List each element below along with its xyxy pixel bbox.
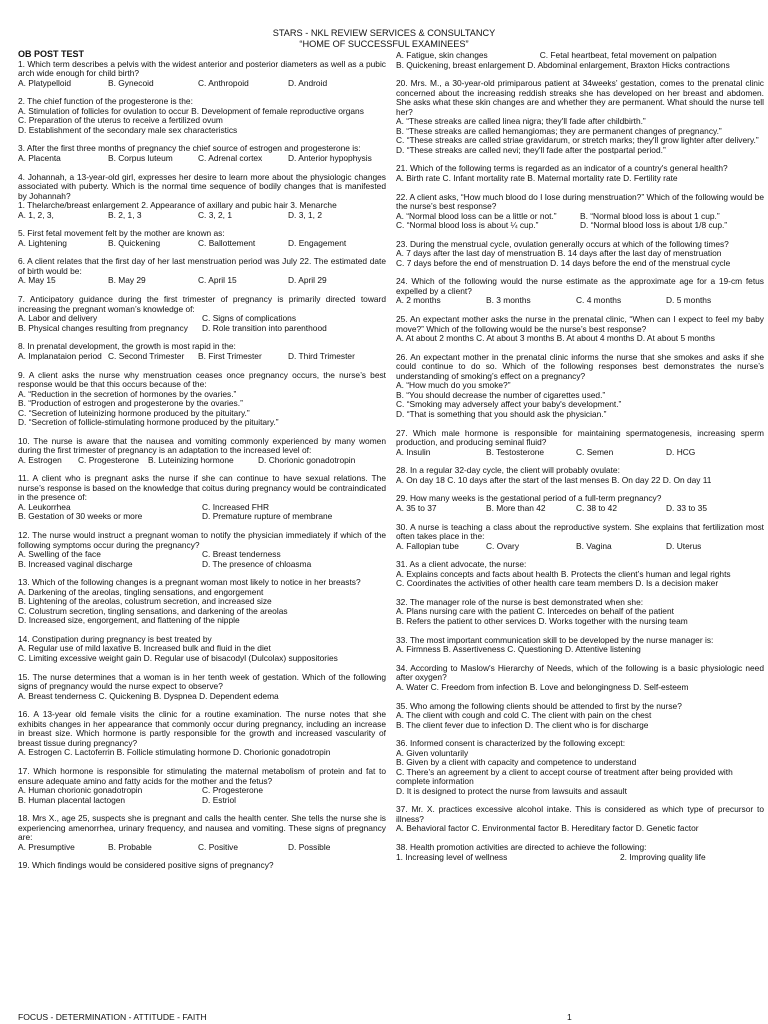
question-stem: 37. Mr. X. practices excessive alcohol intake. This is considered as which type of precursor to illness? (396, 804, 764, 824)
question-37 (396, 805, 764, 834)
option-line-2: B. Refers the patient to other services D. Works together with the nursing team (396, 615, 688, 626)
option-c: C. There’s an agreement by a client to accept course of treatment after being provided with complete information (396, 766, 733, 787)
option-a: A. Human chorionic gonadotropin (18, 785, 143, 795)
option-b: B. Development of female reproductive organs (191, 105, 364, 116)
options (18, 79, 386, 89)
sequence-items: 1. Thelarche/breast enlargement 2. Appearance of axillary and pubic hair 3. Menarche (18, 200, 337, 211)
option-c: C. Colustrum secretion, tingling sensations, and darkening of the areolas (18, 605, 288, 616)
option-b: B. “Production of estrogen and progesterone by the ovaries.” (18, 398, 243, 408)
question-stem: 34. According to Maslow's Hierarchy of Needs, which of the following is a basic physiologic need after oxygen? (396, 662, 764, 683)
question-19-continued (396, 51, 764, 70)
question-34 (396, 664, 764, 693)
option-c: C. “Normal blood loss is about ¼ cup.” (396, 220, 539, 231)
option-b: B. Given by a client with capacity and competence to understand (396, 757, 637, 768)
option-c: C. Progesterone (78, 454, 139, 465)
options (18, 352, 386, 362)
option-d: D. April 29 (288, 275, 327, 286)
option-b: B. “Normal blood loss is about 1 cup.” (580, 210, 720, 221)
options (18, 211, 386, 221)
option-d: D. 33 to 35 (666, 502, 707, 513)
question-stem: 25. An expectant mother asks the nurse in the prenatal clinic, “When can I expect to feel my baby move?” Which of the following would be the nurse’s best response? (396, 314, 764, 334)
option-a: A. 35 to 37 (396, 502, 437, 513)
option-line: A. On day 18 C. 10 days after the start of the last menses B. On day 22 D. On day 11 (396, 474, 712, 485)
options (396, 504, 764, 514)
question-stem: 5. First fetal movement felt by the mother are known as: (18, 228, 225, 239)
option-d: D. Anterior hypophysis (288, 152, 372, 163)
option-d: D. Establishment of the secondary male sex characteristics (18, 124, 238, 135)
option-c: C. Breast tenderness (202, 549, 281, 560)
option-c: C. Ballottement (198, 237, 256, 248)
option-c: C. Positive (198, 841, 239, 852)
option-b: B. “You should decrease the number of cigarettes used.” (396, 389, 606, 400)
option-c: C. Semen (576, 446, 614, 457)
option-b: B. Vagina (576, 540, 612, 551)
question-18 (18, 814, 386, 852)
option-a: A. Platypelloid (18, 77, 72, 88)
option-c: C. Second Trimester (108, 350, 185, 361)
option-a: A. Labor and delivery (18, 313, 98, 324)
question-5 (18, 229, 386, 248)
option-c: C. Fetal heartbeat, fetal movement on palpation (539, 50, 717, 60)
option-d: D. 3, 1, 2 (288, 209, 322, 220)
option-a: A. Fallopian tube (396, 540, 459, 551)
option-line: A. Breast tenderness C. Quickening B. Dyspnea D. Dependent edema (18, 690, 279, 701)
option-line-1: A. Regular use of mild laxative B. Increased bulk and fluid in the diet (18, 643, 271, 654)
option-a: A. 1, 2, 3, (18, 209, 54, 220)
option-d: D. Estriol (202, 794, 236, 805)
options (18, 276, 386, 286)
option-d: D. Increased size, engorgement, and flattening of the nipple (18, 615, 240, 626)
question-stem: 11. A client who is pregnant asks the nurse if she can continue to have sexual relations. The nurse’s response is based on the knowledge that coitus during pregnancy would be contraindicated in the presence of: (18, 473, 386, 503)
option-c: C. 3, 2, 1 (198, 209, 232, 220)
question-6 (18, 257, 386, 286)
option-c: C. Progesterone (202, 785, 263, 795)
document-header (0, 28, 768, 50)
option-c: C. Preparation of the uterus to receive a fertilized ovum (18, 115, 223, 126)
question-stem: 29. How many weeks is the gestational period of a full-term pregnancy? (396, 493, 662, 504)
option-b: B. Gestation of 30 weeks or more (18, 511, 143, 522)
question-26 (396, 353, 764, 420)
option-c: C. 4 months (576, 295, 622, 306)
question-13 (18, 578, 386, 626)
question-stem: 33. The most important communication skill to be developed by the nurse manager is: (396, 634, 714, 645)
option-b: B. First Trimester (198, 350, 262, 361)
question-38 (396, 843, 764, 862)
question-25 (396, 315, 764, 344)
option-c: C. Signs of complications (202, 313, 297, 324)
question-29 (396, 494, 764, 513)
option-c: C. “Smoking may adversely affect your baby's development.” (396, 399, 622, 410)
option-b: B. “These streaks are called hemangiomas; they are permanent changes of pregnancy.” (396, 125, 722, 136)
option-b: B. Corpus luteum (108, 152, 173, 163)
question-stem: 22. A client asks, “How much blood do I lose during menstruation?” Which of the following would be the nurse’s best response? (396, 191, 764, 212)
test-title: OB POST TEST (18, 49, 85, 59)
question-stem: 14. Constipation during pregnancy is best treated by (18, 633, 212, 644)
option-c: C. “Secretion of luteinizing hormone produced by the pituitary.” (18, 407, 250, 418)
option-line-2: B. The client fever due to infection D. The client who is for discharge (396, 719, 649, 730)
option-c: C. Ovary (486, 540, 520, 551)
header-line-1: STARS - NKL REVIEW SERVICES & CONSULTANCY (272, 28, 496, 38)
question-stem: 28. In a regular 32-day cycle, the client will probably ovulate: (396, 465, 620, 476)
option-c: C. 38 to 42 (576, 502, 617, 513)
options (18, 239, 386, 249)
option-b: B. Lightening of the areolas, colustrum secretion, and increased size (18, 596, 272, 607)
question-23 (396, 240, 764, 269)
option-line: B. Quickening, breast enlargement D. Abdominal enlargement, Braxton Hicks contractions (396, 59, 730, 70)
left-column (18, 50, 386, 880)
question-stem: 30. A nurse is teaching a class about the reproductive system. She explains that fertilization most often takes place in the: (396, 521, 764, 542)
question-28 (396, 466, 764, 485)
option-a: A. Presumptive (18, 841, 75, 852)
question-11 (18, 474, 386, 522)
question-stem: 36. Informed consent is characterized by the following except: (396, 738, 626, 749)
option-d: D. 5 months (666, 295, 712, 306)
option-d: D. Third Trimester (288, 350, 355, 361)
option-c: C. “These streaks are called striae gravidarum, or stretch marks; they'll grow lighter after delivery.” (396, 135, 759, 146)
option-line: A. Behavioral factor C. Environmental factor B. Hereditary factor D. Genetic factor (396, 823, 699, 834)
question-15 (18, 673, 386, 702)
option-b: B. 2, 1, 3 (108, 209, 142, 220)
option-b: B. Testosterone (486, 446, 545, 457)
question-4 (18, 173, 386, 221)
option-line-1: A. Plans nursing care with the patient C. Intercedes on behalf of the patient (396, 606, 674, 617)
option-a: A. Given voluntarily (396, 747, 469, 758)
option-line: A. Water C. Freedom from infection B. Love and belongingness D. Self-esteem (396, 681, 689, 692)
question-stem: 2. The chief function of the progesterone is the: (18, 96, 193, 107)
option-d: D. The presence of chloasma (202, 558, 312, 569)
question-stem: 9. A client asks the nurse why menstruation ceases once pregnancy occurs, the nurse’s best response would be that this occurs because of the: (18, 369, 386, 389)
option-line-1: A. Explains concepts and facts about health B. Protects the client’s human and legal rights (396, 568, 731, 579)
option-a: A. Leukorrhea (18, 501, 71, 512)
option-b: B. May 29 (108, 275, 146, 286)
footer-motto: FOCUS - DETERMINATION - ATTITUDE - FAITH (18, 1012, 207, 1022)
question-32 (396, 598, 764, 627)
option-a: A. Estrogen (18, 454, 62, 465)
option-c: C. April 15 (198, 275, 237, 286)
option-b: B. Physical changes resulting from pregnancy (18, 322, 188, 333)
question-16 (18, 710, 386, 758)
option-a: A. May 15 (18, 275, 56, 286)
option-c: C. Adrenal cortex (198, 152, 263, 163)
question-stem: 3. After the first three months of pregnancy the chief source of estrogen and progesterone is: (18, 143, 361, 154)
question-36 (396, 739, 764, 796)
options (18, 154, 386, 164)
question-9 (18, 371, 386, 428)
question-stem: 1. Which term describes a pelvis with the widest anterior and posterior diameters as well as a pubic arch wide enough for child birth? (18, 58, 386, 78)
option-b: B. More than 42 (486, 502, 546, 513)
question-stem: 27. Which male hormone is responsible for maintaining spermatogenesis, increasing sperm production, and producing seminal fluid? (396, 427, 764, 447)
option-d: D. Engagement (288, 237, 347, 248)
option-a: A. Insulin (396, 446, 431, 457)
question-stem: 6. A client relates that the first day of her last menstruation period was July 22. The estimated date of birth would be: (18, 256, 386, 276)
question-stem: 23. During the menstrual cycle, ovulation generally occurs at which of the following times? (396, 238, 729, 249)
option-line-2: C. 7 days before the end of menstruation D. 14 days before the end of the menstrual cycle (396, 257, 731, 268)
question-stem: 8. In prenatal development, the growth is most rapid in the: (18, 341, 236, 352)
option-b: B. Human placental lactogen (18, 794, 126, 805)
option-b: B. Quickening (108, 237, 161, 248)
question-24 (396, 277, 764, 306)
option-a: A. “Reduction in the secretion of hormones by the ovaries.” (18, 388, 237, 399)
option-line-2: C. Limiting excessive weight gain D. Regular use of bisacodyl (Dulcolax) suppositories (18, 652, 338, 663)
option-d: D. It is designed to protect the nurse from lawsuits and assault (396, 785, 627, 796)
option-line: A. At about 2 months C. At about 3 months B. At about 4 months D. At about 5 months (396, 333, 715, 344)
question-stem: 20. Mrs. M., a 30-year-old primiparous patient at 34weeks’ gestation, comes to the prenatal clinic concerned about the increasing reddish streaks she has developed on her breast and abdomen. She asks what these skin changes are and whether they are permanent. What should the nurse tell her? (396, 78, 764, 117)
question-stem: 19. Which findings would be considered positive signs of pregnancy? (18, 860, 274, 871)
options (18, 786, 386, 805)
question-stem: 7. Anticipatory guidance during the first trimester of pregnancy is primarily directed toward increasing the pregnant woman’s knowledge of: (18, 294, 386, 314)
question-stem: 31. As a client advocate, the nurse: (396, 559, 527, 570)
question-12 (18, 531, 386, 569)
question-stem: 12. The nurse would instruct a pregnant woman to notify the physician immediately if which of the following symptoms occur during the pregnancy? (18, 530, 386, 550)
question-7 (18, 295, 386, 333)
question-stem: 32. The manager role of the nurse is best demonstrated when she: (396, 596, 644, 607)
question-stem: 16. A 13-year old female visits the clinic for a routine examination. The nurse notes that she exhibits changes in her appearance that commonly occur during pregnancy, including an increase in breast size. Which hormone is partly responsible for the growth and increased vascularity of breast tissue during pregnancy? (18, 709, 386, 748)
question-stem: 26. An expectant mother in the prenatal clinic informs the nurse that she smokes and asks if she could continue to do so. Which of the following responses best demonstrates the nurse’s understanding of smoking’s effect on a pregnancy? (396, 351, 764, 381)
option-2: 2. Improving quality life (620, 851, 706, 862)
option-b: B. Increased vaginal discharge (18, 558, 133, 569)
question-2 (18, 97, 386, 135)
options (396, 853, 764, 863)
options (396, 296, 764, 306)
option-line-1: A. The client with cough and cold C. The client with pain on the chest (396, 710, 652, 720)
question-22 (396, 193, 764, 231)
question-27 (396, 429, 764, 458)
option-b: B. 3 months (486, 295, 531, 306)
options (396, 448, 764, 458)
question-stem: 15. The nurse determines that a woman is in her tenth week of gestation. Which of the following signs of pregnancy would the nurse expect to observe? (18, 671, 386, 692)
option-a: A. “Normal blood loss can be a little or not.” (396, 210, 557, 221)
option-b: B. Luteinizing hormone (148, 454, 234, 465)
question-19 (18, 861, 386, 871)
question-stem: 13. Which of the following changes is a pregnant woman most likely to notice in her breasts? (18, 577, 361, 588)
question-8 (18, 342, 386, 361)
option-c: C. Anthropoid (198, 77, 249, 88)
option-d: D. Chorionic gonadotropin (258, 454, 356, 465)
options (396, 212, 764, 231)
option-d: D. HCG (666, 446, 696, 457)
question-1 (18, 60, 386, 89)
option-a: A. “These streaks are called linea nigra; they'll fade after childbirth.” (396, 116, 646, 127)
question-stem: 18. Mrs X., age 25, suspects she is pregnant and calls the health center. She tells the nurse she is experiencing amenorrhea, urinary frequency, and nausea and vomiting. These signs of pregnancy are: (18, 813, 386, 843)
question-14 (18, 635, 386, 664)
option-a: A. Lightening (18, 237, 67, 248)
question-stem: 4. Johannah, a 13-year-old girl, expresses her desire to learn more about the physiologic changes associated with puberty. Which is the normal time sequence of bodily changes that is manifested by Johannah? (18, 171, 386, 201)
option-c: C. Increased FHR (202, 501, 270, 512)
option-d: D. Premature rupture of membrane (202, 511, 333, 522)
option-line-1: A. 7 days after the last day of menstruation B. 14 days after the last day of menstruation (396, 248, 722, 259)
options (18, 503, 386, 522)
option-d: D. “These streaks are called nevi; they'll fade after the postpartal period.” (396, 144, 666, 155)
question-stem: 35. Who among the following clients should be attended to first by the nurse? (396, 700, 682, 711)
option-a: A. Placenta (18, 152, 61, 163)
option-line: A. Firmness B. Assertiveness C. Questioning D. Attentive listening (396, 644, 641, 655)
option-d: D. Uterus (666, 540, 702, 551)
question-stem: 17. Which hormone is responsible for stimulating the maternal metabolism of protein and fat to ensure adequate amino and fatty acids for the mother and the fetus? (18, 766, 386, 786)
question-stem: 21. Which of the following terms is regarded as an indicator of a country's general health? (396, 163, 728, 174)
option-a: A. “How much do you smoke?” (396, 380, 511, 391)
option-d: D. “Secretion of follicle-stimulating hormone produced by the pituitary.” (18, 417, 279, 427)
question-17 (18, 767, 386, 805)
option-d: D. Possible (288, 841, 331, 852)
question-stem: 10. The nurse is aware that the nausea and vomiting commonly experienced by many women during the first trimester of pregnancy is an adaptation to the increased level of: (18, 435, 386, 456)
question-30 (396, 523, 764, 552)
question-3 (18, 144, 386, 163)
option-b: B. Gynecoid (108, 77, 154, 88)
option-a: A. 2 months (396, 295, 441, 306)
options (396, 542, 764, 552)
question-stem: 24. Which of the following would the nurse estimate as the approximate age for a 19-cm fetus expelled by a client? (396, 276, 764, 296)
option-line: A. Birth rate C. Infant mortality rate B. Maternal mortality rate D. Fertility rate (396, 172, 678, 183)
option-a: A. Swelling of the face (18, 549, 101, 560)
option-d: D. Role transition into parenthood (202, 322, 327, 333)
question-31 (396, 560, 764, 589)
question-20 (396, 79, 764, 155)
option-d: D. “Normal blood loss is about 1/8 cup.” (580, 220, 728, 231)
option-1: 1. Increasing level of wellness (396, 851, 508, 862)
question-33 (396, 636, 764, 655)
options (18, 550, 386, 569)
question-35 (396, 702, 764, 731)
option-line-2: C. Coordinates the activities of other health care team members D. Is a decision maker (396, 578, 719, 589)
question-10 (18, 437, 386, 466)
option-a: A. Stimulation of follicles for ovulation to occur (18, 105, 189, 116)
option-a: A. Darkening of the areolas, tingling sensations, and engorgement (18, 586, 264, 597)
option-line: A. Estrogen C. Lactoferrin B. Follicle stimulating hormone D. Chorionic gonadotropin (18, 747, 331, 758)
header-line-2: “HOME OF SUCCESSFUL EXAMINEES” (299, 39, 469, 49)
question-21 (396, 164, 764, 183)
right-column (396, 51, 764, 871)
option-b: B. Probable (108, 841, 152, 852)
option-a: A. Fatigue, skin changes (396, 50, 488, 60)
option-d: D. Android (288, 77, 328, 88)
option-d: D. “That is something that you should ask the physician.” (396, 408, 607, 419)
options (18, 456, 386, 466)
options (18, 314, 386, 333)
question-stem: 38. Health promotion activities are directed to achieve the following: (396, 842, 647, 853)
option-a: A. Implanataion period (18, 350, 102, 361)
page-number: 1 (567, 1012, 572, 1022)
options (18, 843, 386, 853)
